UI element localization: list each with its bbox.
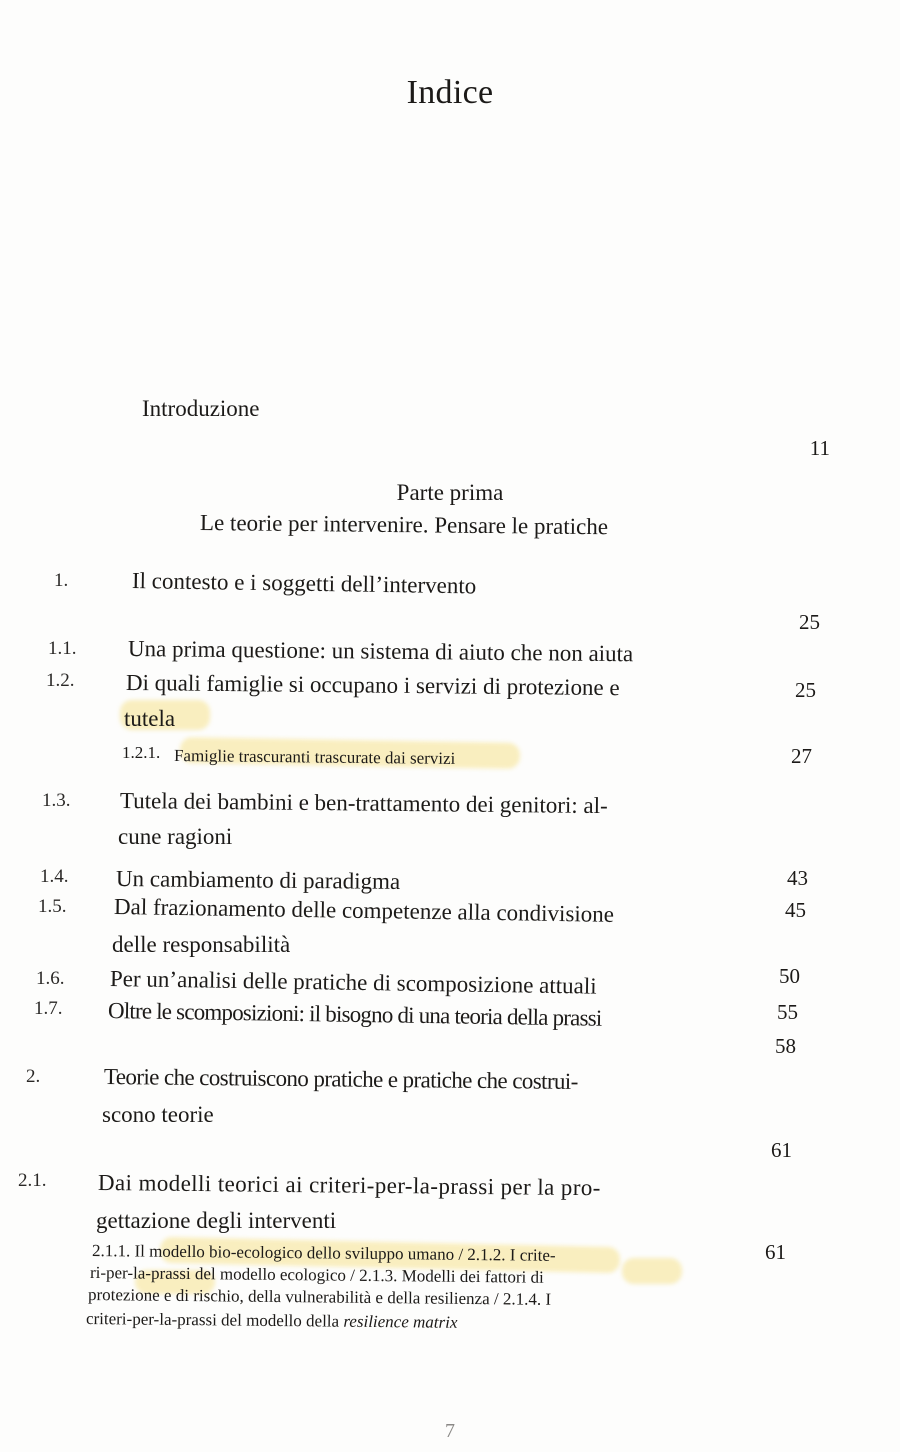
page-number: 45 bbox=[785, 898, 806, 922]
part-heading: Parte prima bbox=[396, 480, 504, 505]
section-title-continued: cune ragioni bbox=[118, 824, 233, 849]
footer-page-number: 7 bbox=[445, 1420, 455, 1442]
page-number: 61 bbox=[771, 1138, 792, 1162]
page-number: 25 bbox=[799, 610, 820, 634]
chapter-number: 1. bbox=[54, 570, 69, 591]
chapter-title: Il contesto e i soggetti dell’intervento bbox=[131, 568, 477, 599]
section-number: 1.1. bbox=[48, 638, 77, 659]
chapter-title-continued: scono teorie bbox=[102, 1102, 214, 1127]
section-number: 2.1. bbox=[18, 1170, 47, 1191]
subsection-italic-text: resilience matrix bbox=[343, 1311, 458, 1332]
section-title-continued: gettazione degli interventi bbox=[96, 1208, 337, 1233]
section-title: Un cambiamento di paradigma bbox=[115, 866, 401, 894]
section-title: Per un’analisi delle pratiche di scomposizione attuali bbox=[109, 966, 597, 999]
page-number: 25 bbox=[795, 678, 816, 702]
subsection-list-line: ri-per-la-prassi del modello ecologico / 2.1.3. Modelli dei fattori di bbox=[89, 1263, 544, 1287]
page-number: 27 bbox=[791, 744, 812, 768]
section-title-continued: tutela bbox=[124, 706, 176, 731]
section-number: 1.4. bbox=[40, 866, 69, 887]
section-title: Di quali famiglie si occupano i servizi di protezione e bbox=[125, 670, 620, 701]
section-title-continued: delle responsabilità bbox=[112, 932, 291, 957]
section-number: 1.7. bbox=[34, 998, 63, 1019]
page-number: 61 bbox=[765, 1240, 786, 1264]
section-number: 1.5. bbox=[38, 896, 67, 917]
toc-entry-introduction: Introduzione bbox=[142, 396, 260, 421]
subsection-title: Famiglie trascuranti trascurate dai servizi bbox=[173, 746, 456, 768]
chapter-title: Teorie che costruiscono pratiche e pratiche che costrui- bbox=[103, 1064, 578, 1094]
section-title: Una prima questione: un sistema di aiuto che non aiuta bbox=[127, 636, 634, 667]
subsection-number bbox=[122, 742, 160, 764]
page-title: Indice bbox=[406, 74, 494, 111]
section-number: 1.3. bbox=[42, 790, 71, 811]
section-title: Oltre le scomposizioni: il bisogno di una teoria della prassi bbox=[107, 998, 602, 1031]
page-number: 58 bbox=[775, 1034, 796, 1058]
subsection-number-text: 1.2.1. bbox=[122, 743, 161, 762]
page-number: 50 bbox=[779, 964, 800, 988]
section-title: Dai modelli teorici ai criteri-per-la-prassi per la pro- bbox=[97, 1170, 601, 1201]
page-number: 11 bbox=[809, 436, 830, 460]
page-number: 43 bbox=[787, 866, 808, 890]
section-number: 1.2. bbox=[46, 670, 75, 691]
section-title: Tutela dei bambini e ben-trattamento dei genitori: al- bbox=[119, 788, 608, 819]
subsection-list-line: protezione e di rischio, della vulnerabilità e della resilienza / 2.1.4. I bbox=[87, 1285, 552, 1309]
section-number: 1.6. bbox=[36, 968, 65, 989]
chapter-number: 2. bbox=[26, 1066, 41, 1087]
subsection-list-line bbox=[86, 1308, 458, 1334]
subsection-text: criteri-per-la-prassi del modello della bbox=[85, 1309, 344, 1331]
part-subtitle: Le teorie per intervenire. Pensare le pratiche bbox=[199, 510, 609, 540]
highlight-mark bbox=[622, 1258, 682, 1284]
section-title: Dal frazionamento delle competenze alla condivisione bbox=[113, 894, 615, 927]
page-number: 55 bbox=[777, 1000, 798, 1024]
subsection-list-line: 2.1.1. Il modello bio-ecologico dello sviluppo umano / 2.1.2. I crite- bbox=[91, 1241, 556, 1265]
